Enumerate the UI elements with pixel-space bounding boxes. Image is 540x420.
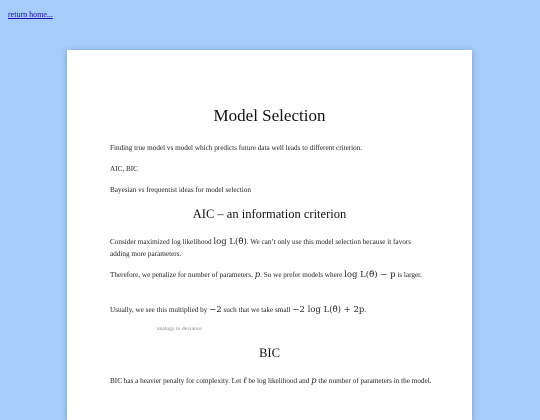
return-home-link[interactable]: return home...	[8, 10, 53, 19]
aic-p2-text-after: is larger.	[395, 271, 422, 279]
bic-paragraph-1	[110, 375, 432, 387]
intro-paragraph-2: AIC, BIC	[110, 165, 138, 173]
aic-p3-text-after: .	[364, 306, 367, 314]
aic-heading: AIC – an information criterion	[192, 207, 347, 221]
aic-p2-formula: log L(θ̂) − p	[344, 270, 396, 280]
aic-p3-text: Usually, we see this multiplied by	[110, 306, 210, 314]
bic-p1-text-mid: be log likelihood and	[246, 377, 312, 385]
intro-paragraph-3: Bayesian vs frequentist ideas for model selection	[110, 186, 251, 194]
aic-paragraph-3	[110, 304, 432, 316]
margin-note: analogy to deviance	[157, 326, 202, 332]
aic-paragraph-2	[110, 269, 432, 281]
aic-p1-text: Consider maximized log likelihood	[110, 238, 214, 246]
intro-paragraph-1: Finding true model vs model which predicts future data well leads to different criterion.	[110, 144, 363, 152]
bic-p1-symbol-l: ℓ	[243, 376, 247, 386]
bic-p1-symbol-p: p	[311, 376, 317, 386]
aic-p2-text: Therefore, we penalize for number of parameters,	[110, 271, 255, 279]
aic-p1-text-after: . We can’t only use this model selection because it favors adding more parameters.	[110, 238, 412, 258]
bic-p1-text: BIC has a heavier penalty for complexity. Let	[110, 377, 244, 385]
aic-p3-text-mid: such that we take small	[221, 306, 293, 314]
page-title: Model Selection	[213, 106, 326, 125]
aic-p2-param: p	[254, 270, 261, 280]
bic-p1-text-after: the number of parameters in the model.	[316, 377, 432, 385]
aic-p3-formula-2: −2 log L(θ̂) + 2p	[292, 305, 365, 315]
bic-heading: BIC	[259, 346, 280, 360]
aic-p1-formula: log L(θ̂)	[213, 237, 247, 247]
document-page	[67, 50, 472, 420]
aic-p2-text-mid: . So we prefer models where	[260, 271, 345, 279]
aic-paragraph-1	[110, 236, 432, 260]
aic-p3-formula-1: −2	[209, 305, 222, 315]
